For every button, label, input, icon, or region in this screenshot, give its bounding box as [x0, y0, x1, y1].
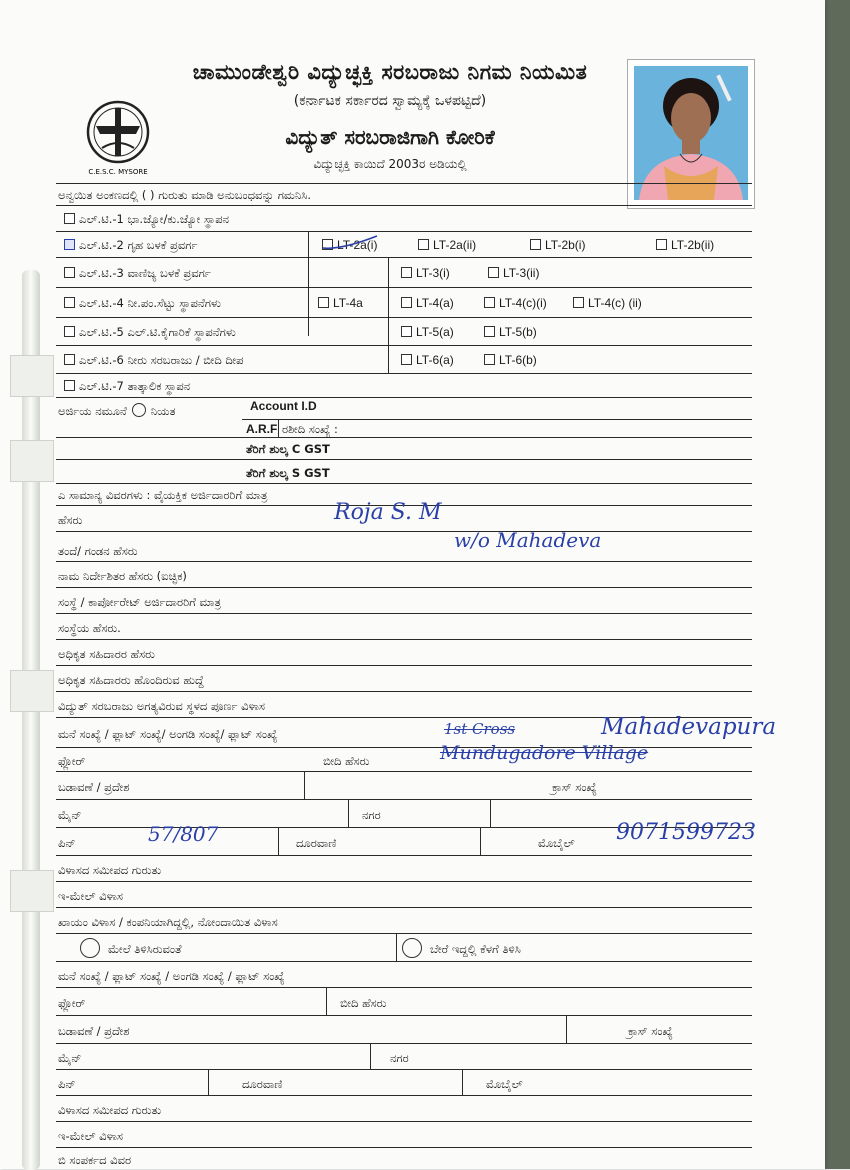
tariff-lt1-checkbox[interactable]	[64, 212, 229, 227]
city-label: ನಗರ	[362, 808, 381, 822]
house-no-2-label: ಮನೆ ಸಂಖ್ಯೆ / ಫ್ಲಾಟ್ ಸಂಖ್ಯೆ / ಅಂಗಡಿ ಸಂಖ್ಯೆ / ಫ್ಲಾಟ್ ಸಂಖ್ಯೆ	[58, 969, 285, 983]
cross-2-label: ಕ್ರಾಸ್ ಸಂಖ್ಯೆ	[628, 1024, 673, 1038]
form-title: ವಿದ್ಯುತ್ ಸರಬರಾಜಿಗಾಗಿ ಕೋರಿಕೆ	[285, 125, 495, 149]
corporate-label: ಸಂಸ್ಥೆ / ಕಾರ್ಪೋರೇಟ್ ಅರ್ಜಿದಾರರಿಗೆ ಮಾತ್ರ	[58, 595, 222, 609]
landmark-label: ವಿಳಾಸದ ಸಮೀಪದ ಗುರುತು	[58, 863, 162, 877]
option-lt-2b-i[interactable]: LT-2b(i)	[530, 238, 585, 252]
cross-label: ಕ್ರಾಸ್ ಸಂಖ್ಯೆ	[552, 780, 597, 794]
floor-label: ಫ್ಲೋರ್	[58, 754, 86, 768]
tariff-row-lt5	[56, 317, 752, 346]
regular-label: ನಿಯತ	[150, 404, 176, 418]
arf-label: A.R.F	[246, 422, 278, 436]
tariff-lt4-checkbox[interactable]	[64, 296, 221, 311]
option-lt-2b-ii[interactable]: LT-2b(ii)	[656, 238, 714, 252]
main-label: ಮೈನ್	[58, 808, 82, 822]
form-header	[60, 55, 620, 180]
other-address-option[interactable]: ಬೇರೆ ಇದ್ದಲ್ಲಿ ಕೆಳಗೆ ತಿಳಿಸಿ	[402, 938, 521, 958]
account-id-label: Account I.D	[250, 399, 317, 413]
tariff-row-lt3	[56, 257, 752, 288]
sgst-label: ತೆರಿಗೆ ಶುಲ್ಕ S GST	[246, 466, 330, 480]
option-lt-5-b[interactable]: LT-5(b)	[484, 325, 537, 339]
house-place-value[interactable]: Mahadevapura	[601, 714, 777, 740]
house-no-label: ಮನೆ ಸಂಖ್ಯೆ / ಫ್ಲಾಟ್ ಸಂಖ್ಯೆ/ ಅಂಗಡಿ ಸಂಖ್ಯೆ/ ಫ್ಲಾಟ್ ಸಂಖ್ಯೆ	[58, 727, 278, 741]
permanent-address-label: ಖಾಯಂ ವಿಳಾಸ / ಕಂಪನಿಯಾಗಿದ್ದಲ್ಲಿ, ನೋಂದಾಯಿತ ವಿಳಾಸ	[58, 915, 278, 929]
phone-label: ದೂರವಾಣಿ	[296, 836, 337, 850]
receipt-label: ರಶೀದಿ ಸಂಖ್ಯೆ :	[282, 422, 338, 436]
option-lt-4-c-ii[interactable]: LT-4(c) (ii)	[573, 296, 642, 310]
tariff-row-lt6	[56, 345, 752, 374]
father-row	[56, 528, 752, 562]
logo-text: C.E.S.C. MYSORE	[88, 168, 148, 176]
mobile-label: ಮೊಬೈಲ್	[538, 836, 575, 850]
phone-2-label: ದೂರವಾಣಿ	[242, 1077, 283, 1091]
pin-label: ಪಿನ್	[58, 836, 76, 850]
same-as-above-option[interactable]: ಮೇಲೆ ತಿಳಿಸಿರುವಂತೆ	[80, 938, 182, 958]
tariff-lt1-label: ಎಲ್.ಟಿ.-1 ಭಾ.ಜ್ಯೋ/ಕು.ಜ್ಯೋ ಸ್ಥಾಪನ	[79, 212, 230, 226]
auth-name-label: ಅಧಿಕೃತ ಸಹಿದಾರರ ಹೆಸರು	[58, 647, 155, 661]
tariff-lt3-checkbox[interactable]	[64, 266, 211, 281]
contact-section-label: ಬಿ ಸಂಪರ್ಕದ ವಿವರ	[58, 1153, 132, 1167]
nominee-label: ನಾಮ ನಿರ್ದೇಶಿತರ ಹೆಸರು (ಐಚ್ಛಿಕ)	[58, 569, 187, 583]
father-label: ತಂದೆ/ ಗಂಡನ ಹೆಸರು	[58, 544, 138, 558]
office-row-arf	[242, 419, 752, 438]
main-2-row	[56, 1043, 752, 1070]
option-lt-2a-ii[interactable]: LT-2a(ii)	[418, 238, 476, 252]
tariff-row-lt2	[56, 231, 752, 258]
org-name-label: ಸಂಸ್ಥೆಯ ಹೆಸರು.	[58, 621, 121, 635]
org-name: ಚಾಮುಂಡೇಶ್ವರಿ ವಿದ್ಯುಚ್ಛಕ್ತಿ ಸರಬರಾಜು ನಿಗಮ ನಿಯಮಿತ	[192, 59, 588, 84]
tariff-lt7-label: ಎಲ್.ಟಿ.-7 ತಾತ್ಕಾಲಿಕ ಸ್ಥಾಪನ	[79, 379, 191, 393]
street-value[interactable]: Mundugadore Village	[440, 742, 649, 764]
tariff-lt5-label: ಎಲ್.ಟಿ.-5 ಎಲ್.ಟಿ.ಕೈಗಾರಿಕೆ ಸ್ಥಾಪನೆಗಳು	[79, 325, 236, 339]
floor-2-row	[56, 987, 752, 1016]
tariff-row-lt1	[56, 205, 752, 232]
regular-radio[interactable]	[132, 403, 146, 417]
pin-2-label: ಪಿನ್	[58, 1077, 76, 1091]
option-lt-2a-i[interactable]: LT-2a(i)	[322, 238, 377, 252]
tariff-row-lt4	[56, 287, 752, 318]
tariff-row-lt7	[56, 373, 752, 398]
instruction-text: ಅನ್ವಯಿತ ಅಂಕಣದಲ್ಲಿ ( ) ಗುರುತು ಮಾಡಿ ಅನುಬಂಧವನ್ನು ಗಮನಿಸಿ.	[58, 188, 312, 202]
form-type-label: ಅರ್ಜಿಯ ನಮೂನೆ	[58, 404, 127, 418]
auth-post-label: ಅಧಿಕೃತ ಸಹಿದಾರರು ಹೊಂದಿರುವ ಹುದ್ದೆ	[58, 673, 204, 687]
supply-address-label: ವಿದ್ಯುತ್ ಸರಬರಾಜು ಅಗತ್ಯವಿರುವ ಸ್ಥಳದ ಪೂರ್ಣ ವಿಳಾಸ	[58, 699, 265, 713]
email-label: ಇ-ಮೇಲ್ ವಿಳಾಸ	[58, 889, 123, 903]
mobile-value[interactable]: 9071599723	[616, 820, 756, 845]
general-section-title: ಎ ಸಾಮಾನ್ಯ ವಿವರಗಳು : ವೈಯಕ್ತಿಕ ಅರ್ಜಿದಾರರಿಗೆ ಮಾತ್ರ	[58, 488, 268, 502]
father-value[interactable]: w/o Mahadeva	[454, 528, 602, 552]
area-row	[56, 771, 752, 800]
tariff-lt6-label: ಎಲ್.ಟಿ.-6 ನೀರು ಸರಬರಾಜು / ಬೀದಿ ದೀಪ	[79, 353, 244, 367]
office-row-account	[56, 397, 752, 420]
cgst-label: ತೆರಿಗೆ ಶುಲ್ಕ C GST	[246, 442, 330, 456]
email-2-label: ಇ-ಮೇಲ್ ವಿಳಾಸ	[58, 1129, 123, 1143]
option-lt-3-ii[interactable]: LT-3(ii)	[488, 266, 539, 280]
org-subtitle: (ಕರ್ನಾಟಕ ಸರ್ಕಾರದ ಸ್ವಾಮ್ಯಕ್ಕೆ ಒಳಪಟ್ಟಿದೆ)	[293, 93, 487, 109]
tariff-lt2-label: ಎಲ್.ಟಿ.-2 ಗೃಹ ಬಳಕೆ ಪ್ರವರ್ಗ	[79, 238, 198, 252]
street-2-label: ಬೀದಿ ಹೆಸರು	[340, 996, 387, 1010]
binder-clip	[4, 270, 54, 1170]
option-lt-5-a[interactable]: LT-5(a)	[401, 325, 454, 339]
background-edge	[822, 0, 850, 1169]
mobile-2-label: ಮೊಬೈಲ್	[486, 1077, 523, 1091]
area-label: ಬಡಾವಣೆ / ಪ್ರದೇಶ	[58, 780, 130, 794]
tariff-lt2-checkbox[interactable]	[64, 238, 197, 253]
option-lt-4a[interactable]: LT-4a	[318, 296, 363, 310]
landmark-2-label: ವಿಳಾಸದ ಸಮೀಪದ ಗುರುತು	[58, 1103, 162, 1117]
pin-2-row	[56, 1069, 752, 1096]
tariff-lt5-checkbox[interactable]	[64, 325, 236, 340]
tariff-lt4-label: ಎಲ್.ಟಿ.-4 ನೀ.ಪಂ.ಸೆಟ್ಟು ಸ್ಥಾಪನೆಗಳು	[79, 296, 221, 310]
name-label: ಹೆಸರು	[58, 513, 83, 527]
tariff-lt6-checkbox[interactable]	[64, 353, 244, 368]
name-row	[56, 500, 752, 532]
permanent-address-choice-row	[56, 933, 752, 962]
option-lt-4-a[interactable]: LT-4(a)	[401, 296, 454, 310]
floor-2-label: ಫ್ಲೋರ್	[58, 996, 86, 1010]
name-value[interactable]: Roja S. M	[334, 500, 442, 525]
city-2-label: ನಗರ	[390, 1051, 409, 1065]
street-label: ಬೀದಿ ಹೆಸರು	[323, 754, 370, 768]
area-2-row	[56, 1015, 752, 1044]
office-row-sgst	[56, 459, 752, 484]
house-no-value[interactable]: 1st Cross	[444, 720, 516, 738]
tariff-lt7-checkbox[interactable]	[64, 379, 190, 394]
pin-row	[56, 820, 756, 856]
pin-value[interactable]: 57/807	[148, 822, 219, 846]
option-lt-6-a[interactable]: LT-6(a)	[401, 353, 454, 367]
tariff-lt3-label: ಎಲ್.ಟಿ.-3 ವಾಣಿಜ್ಯ ಬಳಕೆ ಪ್ರವರ್ಗ	[79, 266, 211, 280]
act-line: ವಿದ್ಯುಚ್ಛಕ್ತಿ ಕಾಯಿದೆ 2003ರ ಅಡಿಯಲ್ಲಿ	[313, 157, 467, 171]
option-lt-3-i[interactable]: LT-3(i)	[401, 266, 450, 280]
main-2-label: ಮೈನ್	[58, 1051, 82, 1065]
tick-mark	[321, 232, 381, 252]
option-lt-6-b[interactable]: LT-6(b)	[484, 353, 537, 367]
floor-row	[56, 742, 752, 772]
office-row-cgst	[56, 437, 752, 460]
area-2-label: ಬಡಾವಣೆ / ಪ್ರದೇಶ	[58, 1024, 130, 1038]
option-lt-4-c-i[interactable]: LT-4(c)(i)	[484, 296, 547, 310]
